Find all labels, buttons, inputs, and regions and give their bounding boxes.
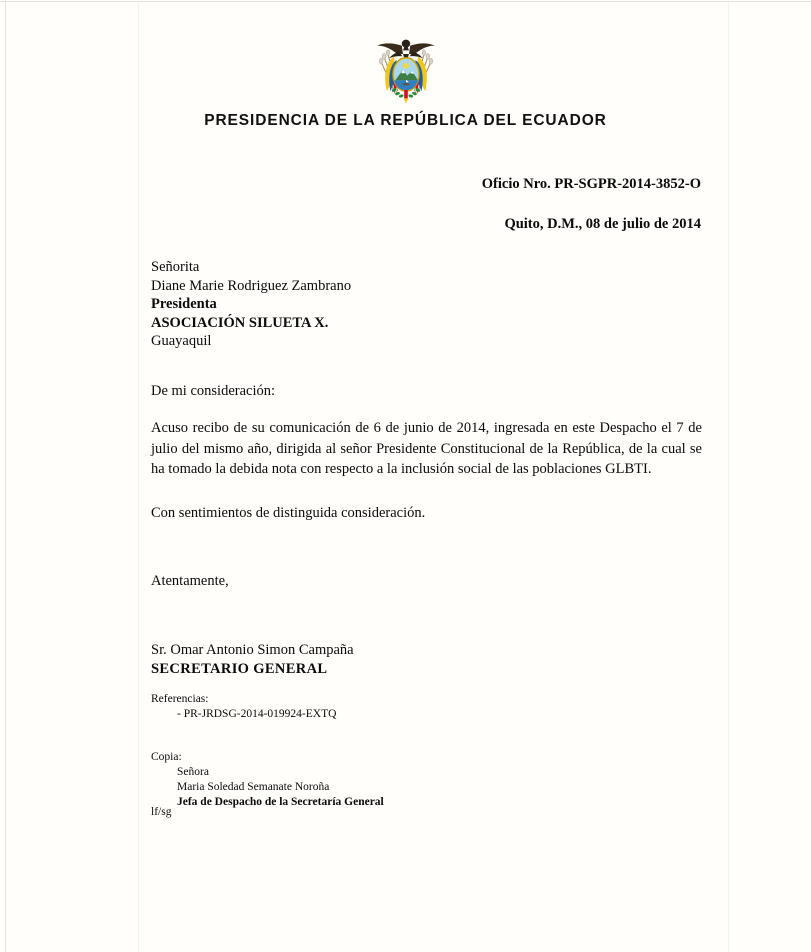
copy-position: Jefa de Despacho de la Secretaría General	[177, 796, 384, 808]
crest-container	[0, 36, 811, 108]
signature-block	[151, 641, 354, 679]
sign-off: Atentamente,	[151, 573, 229, 589]
place-and-date: Quito, D.M., 08 de julio de 2014	[504, 216, 701, 232]
copy-label: Copia:	[151, 751, 182, 763]
oficio-header-block	[151, 176, 701, 233]
signatory-title: SECRETARIO GENERAL	[151, 661, 328, 677]
references-block	[151, 692, 336, 722]
closing-line: Con sentimientos de distinguida consideración.	[151, 505, 426, 521]
body-paragraph: Acuso recibo de su comunicación de 6 de junio de 2014, ingresada en este Despacho el 7 de julio del mismo año, dirigida al señor Presidente Constitucional de la República, de la cual se ha tomado la debida nota con respecto a la inclusión social de las poblaciones GLBTI.	[151, 420, 702, 477]
copy-name: Maria Soledad Semanate Noroña	[177, 781, 330, 793]
copy-honorific: Señora	[177, 766, 209, 778]
references-label: Referencias:	[151, 693, 209, 705]
page-inner-right-guide	[728, 0, 729, 952]
salutation: De mi consideración:	[151, 383, 276, 399]
page-inner-left-guide	[138, 0, 139, 952]
recipient-block	[151, 258, 701, 351]
recipient-honorific: Señorita	[151, 259, 200, 275]
recipient-name: Diane Marie Rodriguez Zambrano	[151, 277, 352, 294]
page-top-border	[0, 1, 811, 2]
institution-header: PRESIDENCIA DE LA REPÚBLICA DEL ECUADOR	[204, 112, 607, 129]
ecuador-coat-of-arms-icon	[370, 36, 442, 108]
reference-item: - PR-JRDSG-2014-019924-EXTQ	[177, 708, 337, 720]
recipient-city: Guayaquil	[151, 333, 212, 349]
recipient-position: Presidenta	[151, 296, 217, 312]
typist-initials: lf/sg	[151, 806, 172, 818]
oficio-number: Oficio Nro. PR-SGPR-2014-3852-O	[481, 176, 701, 192]
signatory-name: Sr. Omar Antonio Simon Campaña	[151, 642, 354, 658]
page-left-border	[5, 0, 6, 952]
copy-block	[151, 750, 384, 810]
recipient-organization: ASOCIACIÓN SILUETA X.	[151, 314, 329, 331]
